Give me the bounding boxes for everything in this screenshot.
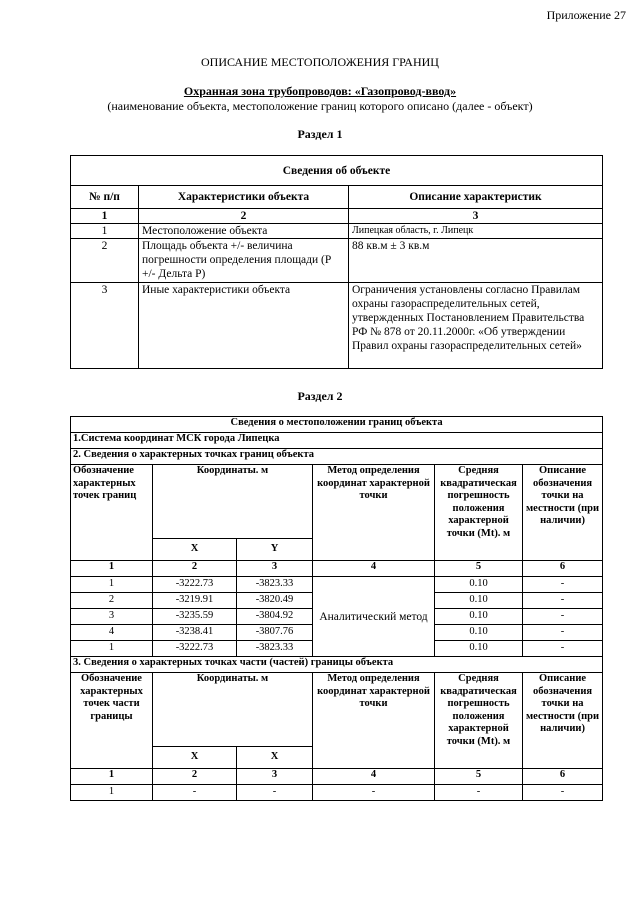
col-number: 1	[71, 769, 153, 785]
col-number: 3	[237, 769, 313, 785]
point-number: 1	[71, 577, 153, 593]
col-number: 2	[153, 769, 237, 785]
part-point-method: -	[313, 785, 435, 801]
row-description: Ограничения установлены согласно Правилам охраны газораспределительных сетей, утвержденных Постановлением Правительства РФ № 878 от 20.11.2000г. «Об утверждении Правил охраны газораспределительных сетей»	[349, 283, 603, 369]
col-header-description: Описание характеристик	[349, 186, 603, 209]
point-x: -3238.41	[153, 625, 237, 641]
row-description: Липецкая область, г. Липецк	[349, 224, 603, 239]
point-y: -3823.33	[237, 577, 313, 593]
point-number: 1	[71, 641, 153, 657]
part-point-x: -	[153, 785, 237, 801]
col-number: 3	[349, 209, 603, 224]
col-number: 2	[139, 209, 349, 224]
point-desc: -	[523, 593, 603, 609]
coord-system: 1.Система координат МСК города Липецка	[71, 433, 603, 449]
row-characteristic: Местоположение объекта	[139, 224, 349, 239]
col-number: 6	[523, 769, 603, 785]
point-mt: 0.10	[435, 609, 523, 625]
point-x: -3235.59	[153, 609, 237, 625]
object-note: (наименование объекта, местоположение границ которого описано (далее - объект)	[107, 99, 533, 113]
point-mt: 0.10	[435, 593, 523, 609]
row-characteristic: Площадь объекта +/- величина погрешности определения площади (Р +/- Дельта Р)	[139, 239, 349, 283]
point-number: 2	[71, 593, 153, 609]
col-header-coords: Координаты. м	[153, 673, 313, 747]
col-header-number: № п/п	[71, 186, 139, 209]
row-number: 3	[71, 283, 139, 369]
col-header-x: X	[153, 539, 237, 561]
point-desc: -	[523, 641, 603, 657]
col-header-error: Средняя квадратическая погрешность положения характерной точки (Mt). м	[435, 465, 523, 561]
point-x: -3219.91	[153, 593, 237, 609]
row-number: 2	[71, 239, 139, 283]
appendix-label: Приложение 27	[546, 8, 626, 22]
row-characteristic: Иные характеристики объекта	[139, 283, 349, 369]
point-mt: 0.10	[435, 641, 523, 657]
row-number: 1	[71, 224, 139, 239]
col-header-point-part: Обозначение характерных точек части границы	[71, 673, 153, 769]
col-number: 4	[313, 561, 435, 577]
col-header-desc: Описание обозначения точки на местности (при наличии)	[523, 465, 603, 561]
part-point-desc: -	[523, 785, 603, 801]
row-description: 88 кв.м ± 3 кв.м	[349, 239, 603, 283]
point-mt: 0.10	[435, 577, 523, 593]
part-point-y: -	[237, 785, 313, 801]
col-number: 5	[435, 769, 523, 785]
table-row	[71, 224, 603, 239]
method-value: Аналитический метод	[313, 577, 435, 657]
point-x: -3222.73	[153, 577, 237, 593]
col-header-coords: Координаты. м	[153, 465, 313, 539]
page-title: ОПИСАНИЕ МЕСТОПОЛОЖЕНИЯ ГРАНИЦ	[201, 55, 439, 69]
col-header-method: Метод определения координат характерной точки	[313, 465, 435, 561]
table-row	[71, 283, 603, 369]
object-info-table	[70, 155, 603, 369]
col-number: 5	[435, 561, 523, 577]
col-header-desc: Описание обозначения точки на местности (при наличии)	[523, 673, 603, 769]
table-row	[71, 785, 603, 801]
block2-title: 2. Сведения о характерных точках границ объекта	[71, 449, 603, 465]
point-number: 4	[71, 625, 153, 641]
col-number: 4	[313, 769, 435, 785]
section1-title: Раздел 1	[297, 127, 343, 141]
point-y: -3807.76	[237, 625, 313, 641]
point-x: -3222.73	[153, 641, 237, 657]
col-number: 1	[71, 209, 139, 224]
section2-title: Раздел 2	[297, 389, 343, 403]
block3-title: 3. Сведения о характерных точках части (частей) границы объекта	[71, 657, 603, 673]
col-header-point: Обозначение характерных точек границ	[71, 465, 153, 561]
object-name: Охранная зона трубопроводов: «Газопровод-ввод»	[183, 84, 457, 98]
point-y: -3823.33	[237, 641, 313, 657]
col-number: 3	[237, 561, 313, 577]
col-number: 6	[523, 561, 603, 577]
point-y: -3804.92	[237, 609, 313, 625]
point-desc: -	[523, 577, 603, 593]
col-header-x2: X	[237, 747, 313, 769]
point-desc: -	[523, 625, 603, 641]
point-y: -3820.49	[237, 593, 313, 609]
point-mt: 0.10	[435, 625, 523, 641]
object-info-table-title: Сведения об объекте	[71, 156, 603, 186]
col-header-error: Средняя квадратическая погрешность положения характерной точки (Mt). м	[435, 673, 523, 769]
col-header-method: Метод определения координат характерной точки	[313, 673, 435, 769]
col-header-characteristics: Характеристики объекта	[139, 186, 349, 209]
table-row	[71, 577, 603, 593]
part-point-number: 1	[71, 785, 153, 801]
col-number: 2	[153, 561, 237, 577]
col-number: 1	[71, 561, 153, 577]
boundary-table	[70, 416, 603, 801]
col-header-y: Y	[237, 539, 313, 561]
part-point-mt: -	[435, 785, 523, 801]
table-row	[71, 239, 603, 283]
col-header-x: X	[153, 747, 237, 769]
point-number: 3	[71, 609, 153, 625]
boundary-table-title: Сведения о местоположении границ объекта	[71, 417, 603, 433]
point-desc: -	[523, 609, 603, 625]
